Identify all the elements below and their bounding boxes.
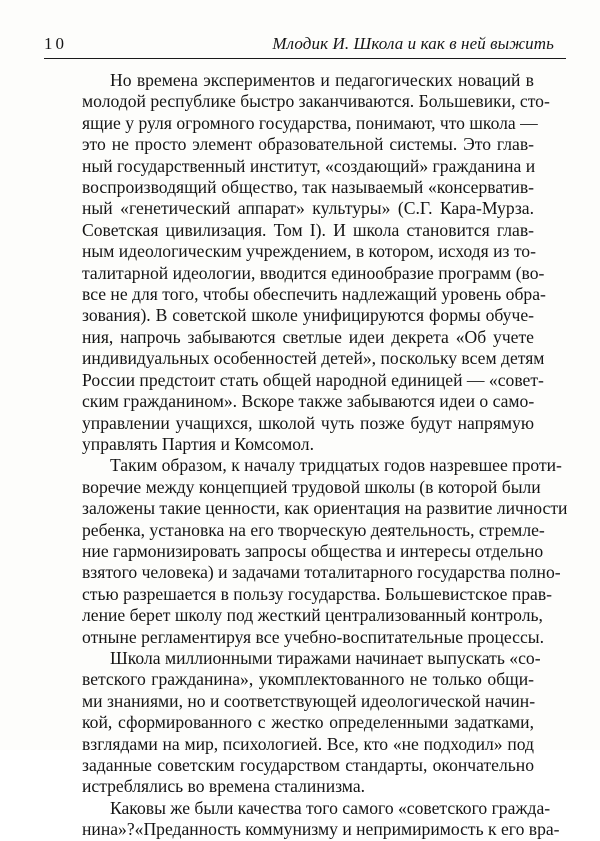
text-line: заданные советским государством стандарты, окончательно [82, 755, 534, 775]
text-line: ящие у руля огромного государства, понимают, что школа — [82, 112, 538, 133]
text-line: талитарной идеологии, вводится единообразие программ (во- [82, 262, 545, 283]
body-text [82, 70, 568, 841]
text-line: ским гражданином». Вскоре также забываются идеи о само- [82, 391, 535, 412]
paragraph [82, 455, 568, 648]
text-line: ветского гражданина», укомплектованного не только общи- [82, 669, 534, 690]
text-line: кой, сформированного с жестко определенными задатками, [82, 712, 534, 733]
text-line: истреблялись во времена сталинизма. [82, 776, 366, 797]
text-line: заложены такие ценности, как ориентация на развитие личности [82, 498, 568, 519]
text-line: ми знаниями, но и соответствующей идеологической начин- [82, 690, 536, 711]
text-line: зования). В советской школе унифицируются формы обуче- [82, 305, 534, 326]
text-line: Таким образом, к началу тридцатых годов назревшее проти- [110, 455, 562, 476]
text-line: России предстоит стать общей народной единицей — «совет- [82, 369, 544, 390]
paragraph [82, 70, 550, 455]
text-line: индивидуальных особенностей детей», поскольку всем детям [82, 348, 545, 369]
text-line: нина»?«Преданность коммунизму и непримиримость к его вра- [82, 819, 560, 840]
page-number: 10 [44, 34, 67, 53]
text-line: взятого человека) и задачами тоталитарного государства полно- [82, 562, 561, 583]
text-line: ние гармонизировать запросы общества и интересы отдельно [82, 540, 544, 561]
text-line: Школа миллионными тиражами начинает выпускать «со- [110, 647, 541, 668]
text-line: это не просто элемент образовательной системы. Это глав- [82, 134, 534, 155]
text-line: Каковы же были качества того самого «советского гражда- [110, 797, 551, 818]
header-rule [44, 58, 566, 59]
text-line: отныне регламентируя все учебно-воспитательные процессы. [82, 626, 544, 647]
text-line: Советская цивилизация. Том I). И школа становится глав- [82, 219, 534, 240]
paragraph [82, 647, 541, 798]
text-line: воспроизводящий общество, так называемый «консерватив- [82, 177, 534, 198]
text-line: все не для того, чтобы обеспечить надлежащий уровень обра- [82, 284, 546, 305]
text-line: ный государственный институт, «создающий» гражданина и [82, 155, 536, 176]
text-line: взглядами на мир, психологией. Все, кто «не подходил» под [82, 733, 534, 754]
text-line: ный «генетический аппарат» культуры» (С.Г. Кара-Мурза. [82, 198, 534, 219]
running-header [44, 30, 562, 56]
text-line: Но времена экспериментов и педагогических новаций в [110, 70, 534, 90]
running-title: Млодик И. Школа и как в ней выжить [272, 34, 554, 53]
paragraph [82, 797, 560, 841]
text-line: управлении учащихся, школой чуть позже будут напрямую [82, 412, 534, 433]
text-line: молодой республике быстро заканчиваются. Большевики, сто- [82, 91, 550, 112]
text-line: управлять Партия и Комсомол. [82, 433, 314, 454]
text-line: стью разрешается в пользу государства. Большевистское прав- [82, 583, 553, 604]
text-line: ребенка, установка на его творческую деятельность, стремле- [82, 519, 545, 540]
text-line: ным идеологическим учреждением, в котором, исходя из то- [82, 241, 536, 262]
text-line: воречие между концепцией трудовой школы (в которой были [82, 476, 541, 497]
text-line: ния, напрочь забываются светлые идеи декрета «Об учете [82, 326, 534, 347]
text-line: ление берет школу под жесткий централизованный контроль, [82, 605, 543, 626]
